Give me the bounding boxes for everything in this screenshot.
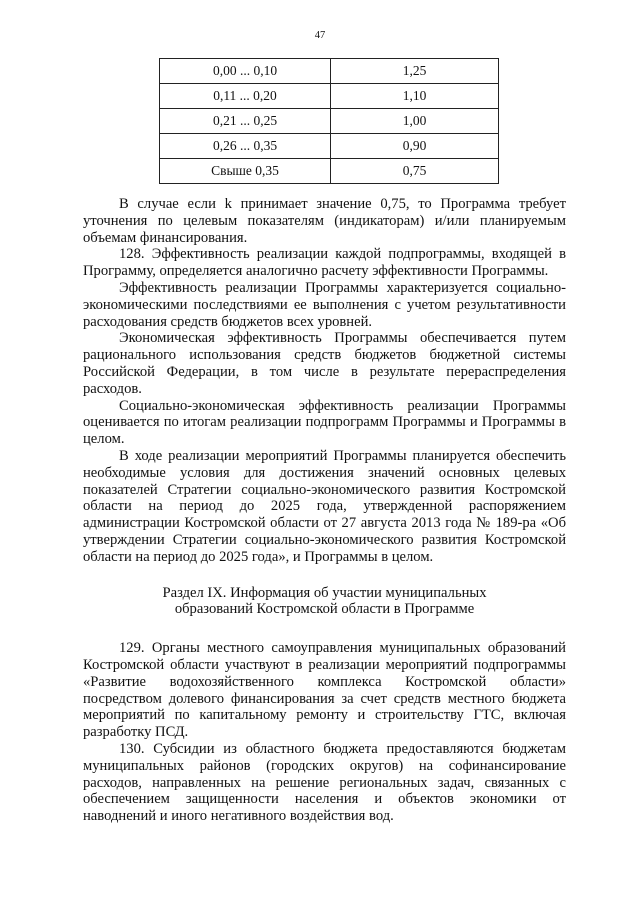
table-cell-coefficient: 1,10 (331, 84, 499, 109)
table-row (160, 84, 499, 109)
table-cell-range: 0,11 ... 0,20 (160, 84, 331, 109)
table-cell-coefficient: 0,75 (331, 159, 499, 184)
section-heading-line: образований Костромской области в Программе (174, 601, 475, 618)
paragraph: Социально-экономическая эффективность реализации Программы оценивается по итогам реализации подпрограмм Программы и Программы в целом. (83, 397, 566, 448)
table-cell-range: 0,00 ... 0,10 (160, 59, 331, 84)
table-cell-range: 0,26 ... 0,35 (160, 134, 331, 159)
table-row (160, 109, 499, 134)
paragraph: В ходе реализации мероприятий Программы планируется обеспечить необходимые условия для достижения значений основных целевых показателей Стратегии социально-экономического развития Костромской области на период до 2025 года, утвержденной распоряжением администрации Костромской области от 27 августа 2013 года № 189-ра «Об утверждении Стратегии социально-экономического развития Костромской области на период до 2025 года», и Программы в целом. (83, 447, 566, 565)
paragraph: 130. Субсидии из областного бюджета предоставляются бюджетам муниципальных районов (городских округов) на софинансирование расходов, направленных на решение региональных задач, связанных с обеспечением защищенности населения и объектов экономики от наводнений и иного негативного воздействия вод. (83, 740, 566, 825)
page-number: 47 (314, 30, 326, 41)
paragraph: Экономическая эффективность Программы обеспечивается путем рационального использования средств бюджетов бюджетной системы Российской Федерации, в том числе в результате перераспределения расходов. (83, 330, 566, 397)
paragraph: 129. Органы местного самоуправления муниципальных образований Костромской области участвуют в реализации мероприятий подпрограммы «Развитие водохозяйственного комплекса Костромской области» посредством долевого финансирования за счет средств местного бюджета мероприятий по капитальному ремонту и строительству ГТС, включая разработку ПСД. (83, 640, 566, 741)
table-cell-coefficient: 1,25 (331, 59, 499, 84)
section-heading (83, 585, 566, 619)
table-row (160, 134, 499, 159)
table-cell-coefficient: 1,00 (331, 109, 499, 134)
coefficient-table (159, 58, 499, 184)
paragraph: 128. Эффективность реализации каждой подпрограммы, входящей в Программу, определяется аналогично расчету эффективности Программы. (83, 246, 566, 280)
section-heading-line: Раздел IX. Информация об участии муниципальных (162, 584, 487, 601)
table-cell-coefficient: 0,90 (331, 134, 499, 159)
table-cell-range: Свыше 0,35 (160, 159, 331, 184)
table-row (160, 59, 499, 84)
paragraph: В случае если k принимает значение 0,75, то Программа требует уточнения по целевым показателям (индикаторам) и/или планируемым объемам финансирования. (83, 196, 566, 246)
document-body (83, 196, 566, 825)
table-cell-range: 0,21 ... 0,25 (160, 109, 331, 134)
table-row (160, 159, 499, 184)
paragraph: Эффективность реализации Программы характеризуется социально-экономическими последствиями ее выполнения с учетом результативности расходования средств бюджетов всех уровней. (83, 279, 566, 330)
